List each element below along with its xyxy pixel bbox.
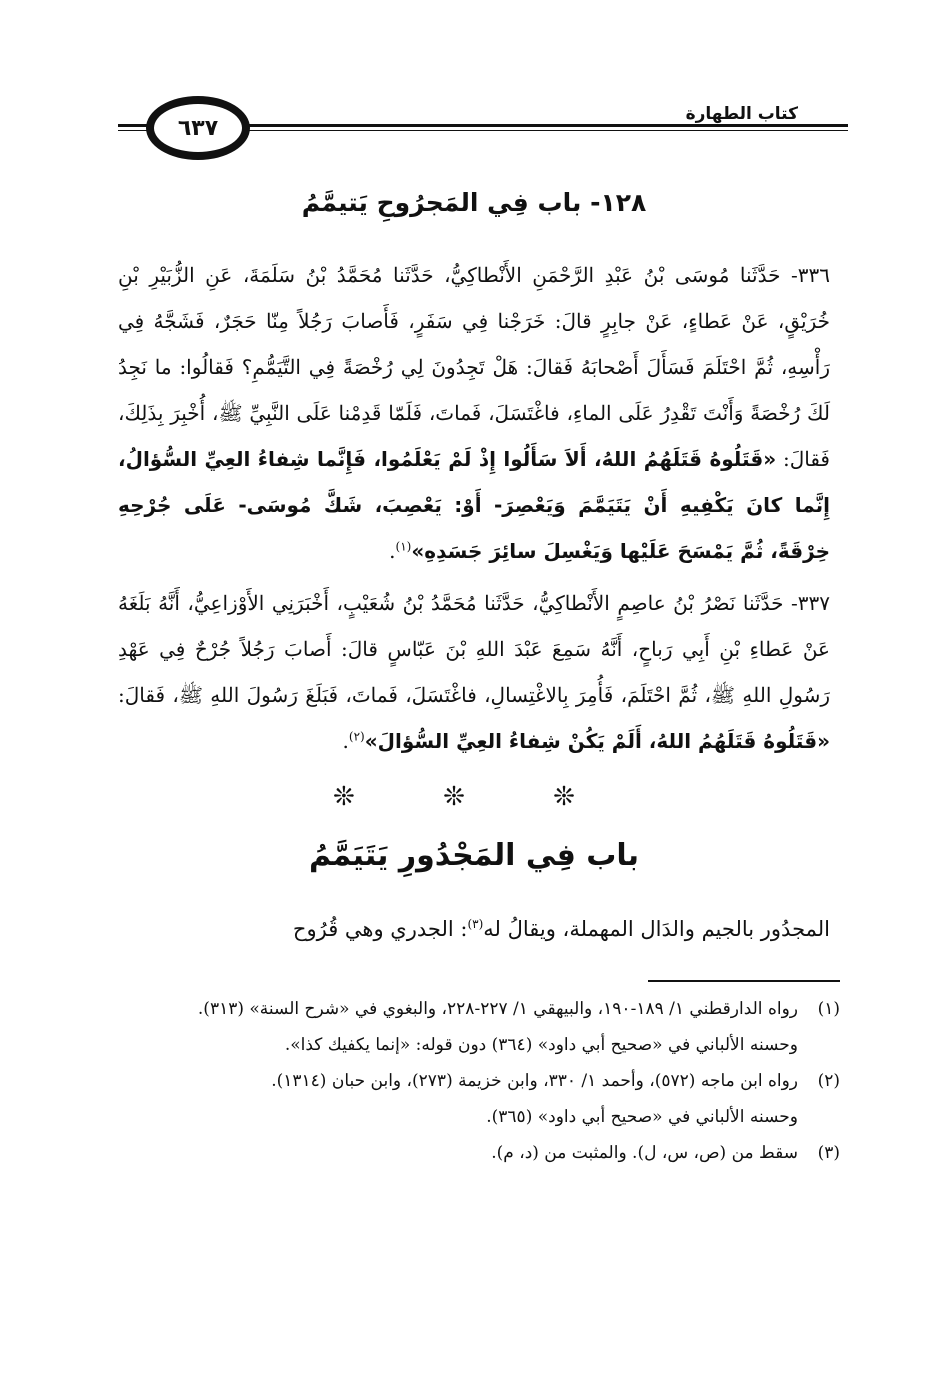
footnote-text: رواه ابن ماجه (٥٧٢)، وأحمد ١/ ٣٣٠، وابن خزيمة (٢٧٣)، وابن حبان (١٣١٤). [271, 1071, 798, 1091]
hadith-336-quote: «قَتَلُوهُ قَتَلَهُمُ اللهُ، أَلاَ سَأَلُوا إِذْ لَمْ يَعْلَمُوا، فَإِنَّما شِفاءُ العِيِّ السُّؤالُ، إِنَّما كانَ يَكْفِيهِ أَنْ يَتَيَمَّمَ وَيَعْصِرَ- أَوْ: يَعْصِبَ، شَكَّ مُوسَى- عَلَى جُرْحِهِ خِرْقَةً، ثُمَّ يَمْسَحَ عَلَيْها وَيَغْسِلَ سائِرَ جَسَدِهِ» [118, 447, 830, 563]
header-rule-right-thin [238, 130, 848, 131]
footnote-item [110, 1066, 840, 1096]
footnote-number: (٣) [817, 1143, 840, 1163]
footnote-item [110, 1138, 840, 1168]
hadith-336-text: ٣٣٦- حَدَّثَنا مُوسَى بْنُ عَبْدِ الرَّحْمَنِ الأَنْطاكِيُّ، حَدَّثَنا مُحَمَّدُ بْنُ سَلَمَةَ، عَنِ الزُّبَيْرِ بْنِ خُرَيْقٍ، عَنْ عَطاءٍ، عَنْ جابِرٍ قالَ: خَرَجْنا فِي سَفَرٍ، فَأَصابَ رَجُلاً مِنّا حَجَرٌ، فَشَجَّهُ فِي رَأْسِهِ، ثُمَّ احْتَلَمَ فَسَأَلَ أَصْحابَهُ فَقالَ: هَلْ تَجِدُونَ لِي رُخْصَةً فِي التَّيَمُّمِ؟ فَقالُوا: ما نَجِدُ لَكَ رُخْصَةً وَأَنْتَ تَقْدِرُ عَلَى الماءِ، فاغْتَسَلَ، فَماتَ، فَلَمّا قَدِمْنا عَلَى النَّبِيِّ ﷺ، أُخْبِرَ بِذَلِكَ، فَقالَ: [118, 263, 831, 471]
chapter-heading: ١٢٨- باب فِي المَجرُوحِ يَتيمَّمُ [301, 188, 647, 217]
footnote-number: (٢) [817, 1071, 840, 1091]
hadith-336 [118, 252, 830, 574]
footnote-text: سقط من (ص، س، ل). والمثبت من (د، م). [491, 1143, 798, 1163]
footnotes [110, 994, 840, 1174]
chapter-intro [118, 906, 830, 952]
footnote-text: رواه الدارقطني ١/ ١٨٩-١٩٠، والبيهقي ١/ ٢٢٧-٢٢٨، والبغوي في «شرح السنة» (٣١٣). [197, 999, 798, 1019]
intro-rest: : الجدري وهي قُرُوح [292, 917, 468, 941]
page-number: ٦٣٧ [146, 96, 250, 160]
running-title: كتاب الطهارة [680, 104, 804, 124]
footnote-number: (١) [817, 999, 840, 1019]
footnote-continuation: وحسنه الألباني في «صحيح أبي داود» (٣٦٤) دون قوله: «إنما يكفيك كذا». [284, 1035, 798, 1055]
footnote-divider [648, 980, 840, 982]
footnote-item [110, 994, 840, 1024]
intro-text: المجدُور بالجيم والدَال المهملة، ويقالُ له [483, 917, 830, 941]
hadith-337-quote: «قَتَلُوهُ قَتَلَهُمُ اللهُ، أَلَمْ يَكُنْ شِفاءُ العِيِّ السُّؤالَ» [364, 729, 830, 753]
page-header [118, 96, 848, 166]
footnote-ref-1: (١) [395, 539, 412, 554]
chapter-heading-2: باب فِي المَجْدُورِ يَتَيَمَّمُ [309, 838, 639, 873]
section-separator: ❊ ❊ ❊ [333, 782, 615, 812]
footnote-continuation: وحسنه الألباني في «صحيح أبي داود» (٣٦٥). [486, 1107, 798, 1127]
hadith-337-text: ٣٣٧- حَدَّثَنا نَصْرُ بْنُ عاصِمٍ الأَنْطاكِيُّ، حَدَّثَنا مُحَمَّدُ بْنُ شُعَيْبٍ، أَخْبَرَنِي الأَوْزاعِيُّ، أَنَّهُ بَلَغَهُ عَنْ عَطاءِ بْنِ أَبِي رَباحٍ، أَنَّهُ سَمِعَ عَبْدَ اللهِ بْنَ عَبّاسٍ قالَ: أَصابَ رَجُلاً جُرْحٌ فِي عَهْدِ رَسُولِ اللهِ ﷺ، ثُمَّ احْتَلَمَ، فَأُمِرَ بِالاغْتِسالِ، فاغْتَسَلَ، فَماتَ، فَبَلَغَ رَسُولَ اللهِ ﷺ، فَقالَ: [118, 591, 830, 707]
hadith-336-end: . [389, 539, 396, 563]
footnote-ref-2: (٢) [348, 729, 365, 744]
hadith-337 [118, 580, 830, 764]
hadith-337-end: . [342, 729, 349, 753]
header-rule-right [238, 124, 848, 127]
footnote-ref-3: (٣) [467, 917, 484, 931]
